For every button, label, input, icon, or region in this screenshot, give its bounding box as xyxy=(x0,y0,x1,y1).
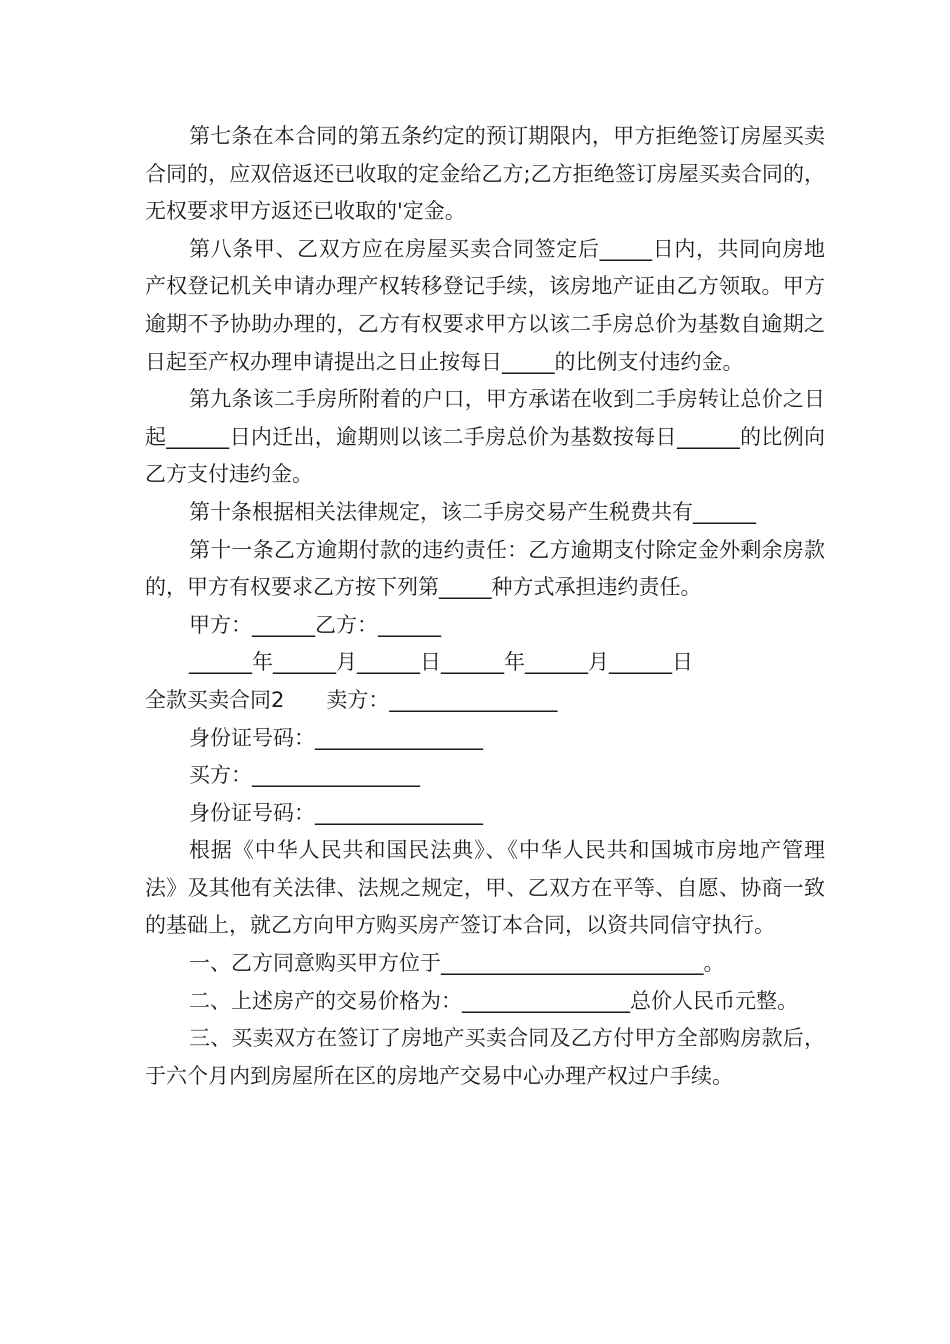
clause-1-paragraph: 一、乙方同意购买甲方位于_________________________。 xyxy=(189,951,725,976)
article-7-paragraph: 第七条在本合同的第五条约定的预订期限内，甲方拒绝签订房屋买卖合同的，应双倍返还已收取的定金给乙方;乙方拒绝签订房屋买卖合同的，无权要求甲方返还已收取的'定金。 xyxy=(145,124,825,224)
article-11-paragraph: 第十一条乙方逾期付款的违约责任：乙方逾期支付除定金外剩余房款的，甲方有权要求乙方按下列第_____种方式承担违约责任。 xyxy=(145,537,825,600)
seller-id-number-line: 身份证号码：________________ xyxy=(189,725,483,750)
clause-3-paragraph: 三、买卖双方在签订了房地产买卖合同及乙方付甲方全部购房款后，于六个月内到房屋所在区的房地产交易中心办理产权过户手续。 xyxy=(145,1026,825,1088)
parties-signature-line: 甲方：______乙方：______ xyxy=(189,612,441,637)
document-body xyxy=(145,118,825,1095)
article-8-paragraph: 第八条甲、乙双方应在房屋买卖合同签定后_____日内，共同向房地产权登记机关申请办理产权转移登记手续，该房地产证由乙方领取。甲方逾期不予协助办理的，乙方有权要求甲方以该二手房总价为基数自逾期之日起至产权办理申请提出之日止按每日_____的比例支付违约金。 xyxy=(145,236,825,374)
article-10-paragraph: 第十条根据相关法律规定，该二手房交易产生税费共有______ xyxy=(189,499,756,524)
article-9-paragraph: 第九条该二手房所附着的户口，甲方承诺在收到二手房转让总价之日起______日内迁出，逾期则以该二手房总价为基数按每日______的比例向乙方支付违约金。 xyxy=(145,387,825,487)
contract-preamble-paragraph: 根据《中华人民共和国民法典》、《中华人民共和国城市房地产管理法》及其他有关法律、法规之规定，甲、乙双方在平等、自愿、协商一致的基础上，就乙方向甲方购买房产签订本合同，以资共同信守执行。 xyxy=(145,838,825,938)
buyer-id-number-line: 身份证号码：________________ xyxy=(189,800,483,825)
signature-date-line: ______年______月______日______年______月______日 xyxy=(189,650,693,675)
clause-2-paragraph: 二、上述房产的交易价格为：________________总价人民币元整。 xyxy=(189,988,798,1013)
contract-2-title-seller-line: 全款买卖合同2 卖方：________________ xyxy=(145,687,558,712)
buyer-line: 买方：________________ xyxy=(189,763,420,788)
